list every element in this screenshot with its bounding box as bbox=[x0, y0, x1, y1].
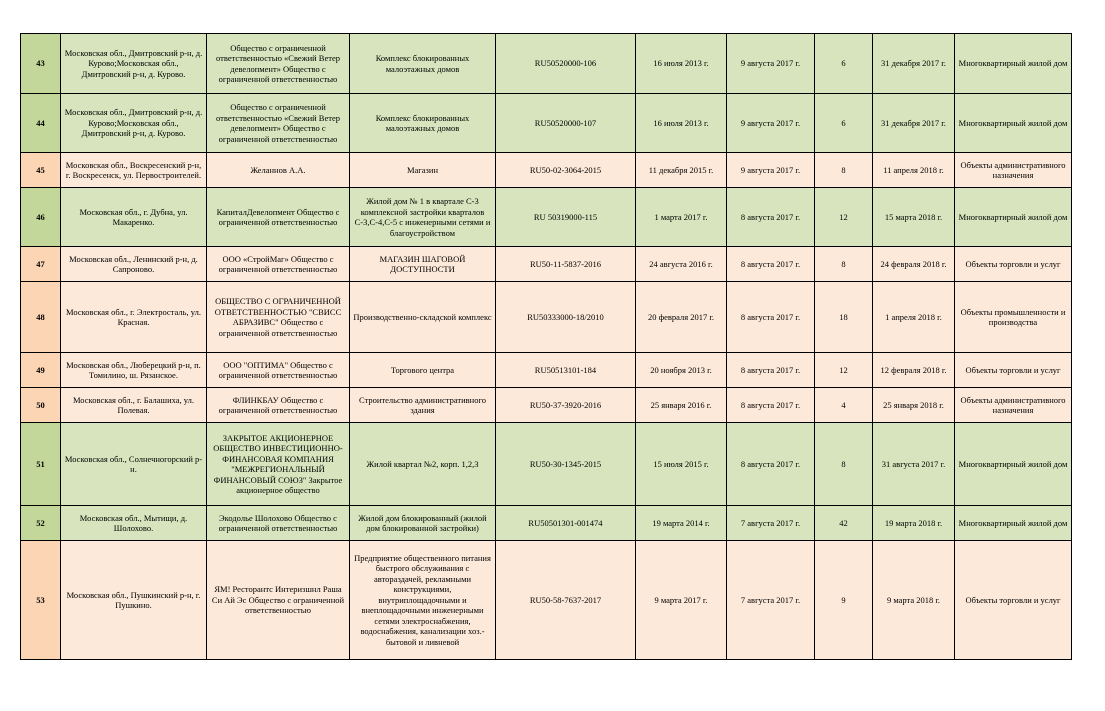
issue-date-cell: 9 марта 2017 г. bbox=[636, 541, 727, 660]
developer-cell: ООО «СтройМаг» Общество с ограниченной ответственностью bbox=[207, 247, 350, 282]
floors-cell: 9 bbox=[815, 541, 873, 660]
object-name-cell: Строительство административного здания bbox=[350, 388, 496, 423]
developer-cell: КапиталДевелопмент Общество с ограниченной ответственностью bbox=[207, 188, 350, 247]
object-name-cell: Комплекс блокированных малоэтажных домов bbox=[350, 34, 496, 94]
permit-number-cell: RU50-30-1345-2015 bbox=[496, 423, 636, 506]
issue-date-cell: 16 июля 2013 г. bbox=[636, 34, 727, 94]
permit-number-cell: RU50520000-106 bbox=[496, 34, 636, 94]
table-row bbox=[21, 153, 1072, 188]
floors-cell: 18 bbox=[815, 282, 873, 353]
row-number: 50 bbox=[21, 388, 61, 423]
permit-number-cell: RU50-02-3064-2015 bbox=[496, 153, 636, 188]
developer-cell: Желаннов А.А. bbox=[207, 153, 350, 188]
object-name-cell: Комплекс блокированных малоэтажных домов bbox=[350, 94, 496, 153]
deadline-cell: 31 августа 2017 г. bbox=[873, 423, 955, 506]
check-date-cell: 7 августа 2017 г. bbox=[727, 541, 815, 660]
developer-cell: ЗАКРЫТОЕ АКЦИОНЕРНОЕ ОБЩЕСТВО ИНВЕСТИЦИОННО-ФИНАНСОВАЯ КОМПАНИЯ "МЕЖРЕГИОНАЛЬНЫЙ ФИНАНСОВЫЙ СОЮЗ" Закрытое акционерное общество bbox=[207, 423, 350, 506]
table-row bbox=[21, 247, 1072, 282]
address-cell: Московская обл., г. Дубна, ул. Макаренко. bbox=[61, 188, 207, 247]
check-date-cell: 8 августа 2017 г. bbox=[727, 282, 815, 353]
object-name-cell: Предприятие общественного питания быстрого обслуживания с автораздачей, рекламными конструкциями, внутриплощадочными и внеплощадочными инженерными сетями электроснабжения, водоснабжения, канализации хоз.-бытовой и ливневой bbox=[350, 541, 496, 660]
developer-cell: Общество с ограниченной ответственностью «Свежий Ветер девелопмент» Общество с ограниченной ответственностью bbox=[207, 94, 350, 153]
developer-cell: ОБЩЕСТВО С ОГРАНИЧЕННОЙ ОТВЕТСТВЕННОСТЬЮ "СВИСС АБРАЗИВС" Общество с ограниченной ответственностью bbox=[207, 282, 350, 353]
permit-number-cell: RU50-58-7637-2017 bbox=[496, 541, 636, 660]
object-name-cell: МАГАЗИН ШАГОВОЙ ДОСТУПНОСТИ bbox=[350, 247, 496, 282]
object-type-cell: Многоквартирный жилой дом bbox=[955, 506, 1072, 541]
table-row bbox=[21, 188, 1072, 247]
address-cell: Московская обл., г. Электросталь, ул. Красная. bbox=[61, 282, 207, 353]
object-name-cell: Жилой дом № 1 в квартале С-3 комплексной застройки кварталов С-3,С-4,С-5 с инженерными сетями и благоустройством bbox=[350, 188, 496, 247]
developer-cell: ООО "ОПТИМА" Общество с ограниченной ответственностью bbox=[207, 353, 350, 388]
address-cell: Московская обл., Дмитровский р-н, д. Курово;Московская обл., Дмитровский р-н, д. Курово. bbox=[61, 94, 207, 153]
row-number: 45 bbox=[21, 153, 61, 188]
object-type-cell: Объекты административного назначения bbox=[955, 153, 1072, 188]
check-date-cell: 8 августа 2017 г. bbox=[727, 353, 815, 388]
object-name-cell: Магазин bbox=[350, 153, 496, 188]
developer-cell: Экодолье Шолохово Общество с ограниченной ответственностью bbox=[207, 506, 350, 541]
issue-date-cell: 20 февраля 2017 г. bbox=[636, 282, 727, 353]
address-cell: Московская обл., Люберецкий р-н, п. Томилино, ш. Рязанское. bbox=[61, 353, 207, 388]
object-type-cell: Многоквартирный жилой дом bbox=[955, 423, 1072, 506]
row-number: 52 bbox=[21, 506, 61, 541]
permit-number-cell: RU50520000-107 bbox=[496, 94, 636, 153]
check-date-cell: 9 августа 2017 г. bbox=[727, 34, 815, 94]
table-row bbox=[21, 506, 1072, 541]
check-date-cell: 8 августа 2017 г. bbox=[727, 423, 815, 506]
row-number: 43 bbox=[21, 34, 61, 94]
permit-number-cell: RU 50319000-115 bbox=[496, 188, 636, 247]
row-number: 44 bbox=[21, 94, 61, 153]
object-type-cell: Объекты торговли и услуг bbox=[955, 247, 1072, 282]
address-cell: Московская обл., Ленинский р-н, д. Сапроново. bbox=[61, 247, 207, 282]
check-date-cell: 8 августа 2017 г. bbox=[727, 247, 815, 282]
address-cell: Московская обл., Воскресенский р-н, г. Воскресенск, ул. Первостроителей. bbox=[61, 153, 207, 188]
row-number: 46 bbox=[21, 188, 61, 247]
floors-cell: 42 bbox=[815, 506, 873, 541]
object-name-cell: Производственно-складской комплекс bbox=[350, 282, 496, 353]
row-number: 51 bbox=[21, 423, 61, 506]
table-row bbox=[21, 94, 1072, 153]
issue-date-cell: 19 марта 2014 г. bbox=[636, 506, 727, 541]
floors-cell: 8 bbox=[815, 423, 873, 506]
object-type-cell: Объекты промышленности и производства bbox=[955, 282, 1072, 353]
deadline-cell: 31 декабря 2017 г. bbox=[873, 94, 955, 153]
developer-cell: Общество с ограниченной ответственностью «Свежий Ветер девелопмент» Общество с ограниченной ответственностью bbox=[207, 34, 350, 94]
deadline-cell: 19 марта 2018 г. bbox=[873, 506, 955, 541]
object-name-cell: Жилой дом блокированный (жилой дом блокированной застройки) bbox=[350, 506, 496, 541]
table-row bbox=[21, 34, 1072, 94]
deadline-cell: 25 января 2018 г. bbox=[873, 388, 955, 423]
floors-cell: 12 bbox=[815, 353, 873, 388]
issue-date-cell: 16 июля 2013 г. bbox=[636, 94, 727, 153]
object-type-cell: Объекты торговли и услуг bbox=[955, 541, 1072, 660]
deadline-cell: 9 марта 2018 г. bbox=[873, 541, 955, 660]
deadline-cell: 12 февраля 2018 г. bbox=[873, 353, 955, 388]
address-cell: Московская обл., Дмитровский р-н, д. Курово;Московская обл., Дмитровский р-н, д. Курово. bbox=[61, 34, 207, 94]
table-row bbox=[21, 541, 1072, 660]
issue-date-cell: 20 ноября 2013 г. bbox=[636, 353, 727, 388]
check-date-cell: 8 августа 2017 г. bbox=[727, 188, 815, 247]
issue-date-cell: 11 декабря 2015 г. bbox=[636, 153, 727, 188]
deadline-cell: 1 апреля 2018 г. bbox=[873, 282, 955, 353]
table-row bbox=[21, 282, 1072, 353]
table-row bbox=[21, 353, 1072, 388]
row-number: 47 bbox=[21, 247, 61, 282]
floors-cell: 8 bbox=[815, 153, 873, 188]
check-date-cell: 8 августа 2017 г. bbox=[727, 388, 815, 423]
table-row bbox=[21, 423, 1072, 506]
permit-number-cell: RU50501301-001474 bbox=[496, 506, 636, 541]
permits-table bbox=[20, 33, 1072, 660]
issue-date-cell: 15 июля 2015 г. bbox=[636, 423, 727, 506]
table-row bbox=[21, 388, 1072, 423]
table-body bbox=[21, 34, 1072, 660]
row-number: 49 bbox=[21, 353, 61, 388]
permit-number-cell: RU50333000-18/2010 bbox=[496, 282, 636, 353]
deadline-cell: 15 марта 2018 г. bbox=[873, 188, 955, 247]
object-name-cell: Торгового центра bbox=[350, 353, 496, 388]
object-type-cell: Объекты торговли и услуг bbox=[955, 353, 1072, 388]
floors-cell: 6 bbox=[815, 34, 873, 94]
address-cell: Московская обл., Мытищи, д. Шолохово. bbox=[61, 506, 207, 541]
object-type-cell: Многоквартирный жилой дом bbox=[955, 94, 1072, 153]
check-date-cell: 9 августа 2017 г. bbox=[727, 94, 815, 153]
permit-number-cell: RU50-37-3920-2016 bbox=[496, 388, 636, 423]
floors-cell: 8 bbox=[815, 247, 873, 282]
floors-cell: 4 bbox=[815, 388, 873, 423]
deadline-cell: 31 декабря 2017 г. bbox=[873, 34, 955, 94]
deadline-cell: 24 февраля 2018 г. bbox=[873, 247, 955, 282]
object-type-cell: Многоквартирный жилой дом bbox=[955, 34, 1072, 94]
object-type-cell: Объекты административного назначения bbox=[955, 388, 1072, 423]
address-cell: Московская обл., г. Балашиха, ул. Полевая. bbox=[61, 388, 207, 423]
issue-date-cell: 24 августа 2016 г. bbox=[636, 247, 727, 282]
permit-number-cell: RU50513101-184 bbox=[496, 353, 636, 388]
check-date-cell: 7 августа 2017 г. bbox=[727, 506, 815, 541]
developer-cell: ЯМ! Ресторантс Интеризшнл Раша Си Ай Эс Общество с ограниченной ответственностью bbox=[207, 541, 350, 660]
floors-cell: 6 bbox=[815, 94, 873, 153]
row-number: 48 bbox=[21, 282, 61, 353]
object-name-cell: Жилой квартал №2, корп. 1,2,3 bbox=[350, 423, 496, 506]
address-cell: Московская обл., Пушкинский р-н, г. Пушкино. bbox=[61, 541, 207, 660]
permit-number-cell: RU50-11-5837-2016 bbox=[496, 247, 636, 282]
deadline-cell: 11 апреля 2018 г. bbox=[873, 153, 955, 188]
developer-cell: ФЛИНКБАУ Общество с ограниченной ответственностью bbox=[207, 388, 350, 423]
row-number: 53 bbox=[21, 541, 61, 660]
object-type-cell: Многоквартирный жилой дом bbox=[955, 188, 1072, 247]
floors-cell: 12 bbox=[815, 188, 873, 247]
check-date-cell: 9 августа 2017 г. bbox=[727, 153, 815, 188]
address-cell: Московская обл., Солнечногорский р-н. bbox=[61, 423, 207, 506]
issue-date-cell: 1 марта 2017 г. bbox=[636, 188, 727, 247]
issue-date-cell: 25 января 2016 г. bbox=[636, 388, 727, 423]
